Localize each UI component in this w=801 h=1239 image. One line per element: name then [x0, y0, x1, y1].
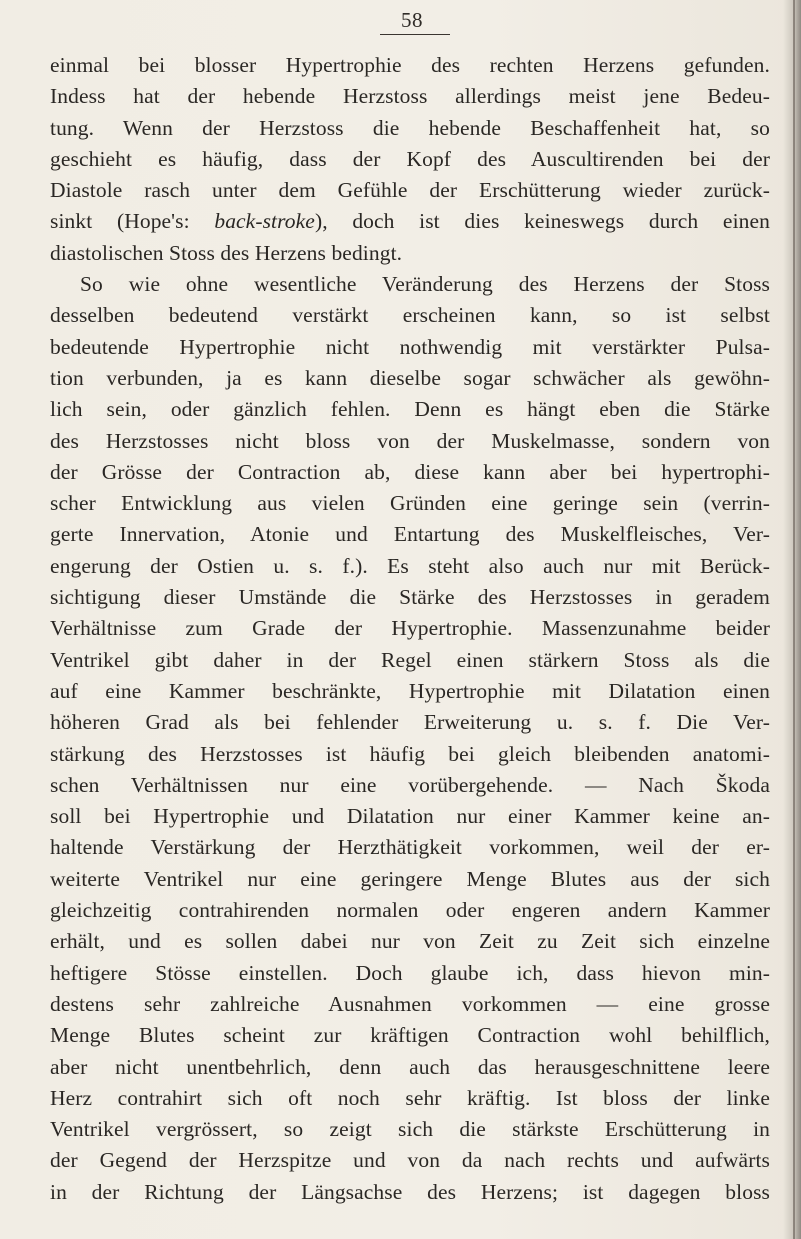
page-edge-line [793, 0, 795, 1239]
text-line: soll bei Hypertrophie und Dilatation nur einer Kammer keine an- [50, 804, 770, 829]
text-line: engerung der Ostien u. s. f.). Es steht also auch nur mit Berück- [50, 553, 770, 578]
text-line: bedeutende Hypertrophie nicht nothwendig mit verstärkter Pulsa- [50, 334, 770, 359]
text-line: gleichzeitig contrahirenden normalen oder engeren andern Kammer [50, 898, 770, 923]
page-number: 58 [401, 8, 423, 32]
text-line: schen Verhältnissen nur eine vorübergehende. — Nach Škoda [50, 772, 770, 797]
text-line: einmal bei blosser Hypertrophie des rechten Herzens gefunden. [50, 53, 770, 77]
text-line: Ventrikel gibt daher in der Regel einen stärkern Stoss als die [50, 647, 770, 672]
text-line: in der Richtung der Längsachse des Herzens; ist dagegen bloss [50, 1179, 770, 1204]
text-line: Herz contrahirt sich oft noch sehr kräftig. Ist bloss der linke [50, 1085, 770, 1110]
text-line: Menge Blutes scheint zur kräftigen Contraction wohl behilflich, [50, 1023, 770, 1048]
paragraph [50, 50, 770, 269]
text-line: höheren Grad als bei fehlender Erweiterung u. s. f. Die Ver- [50, 710, 770, 735]
text-line: destens sehr zahlreiche Ausnahmen vorkommen — eine grosse [50, 991, 770, 1016]
page-number-rule [380, 34, 450, 35]
text-line: sinkt (Hope's: back-stroke), doch ist dies keineswegs durch einen [50, 209, 770, 234]
text-line: der Grösse der Contraction ab, diese kann aber bei hypertrophi- [50, 459, 770, 484]
text-line: des Herzstosses nicht bloss von der Muskelmasse, sondern von [50, 428, 770, 453]
text-line: lich sein, oder gänzlich fehlen. Denn es hängt eben die Stärke [50, 397, 770, 422]
text-line: Verhältnisse zum Grade der Hypertrophie. Massenzunahme beider [50, 616, 770, 641]
text-line: sichtigung dieser Umstände die Stärke des Herzstosses in geradem [50, 585, 770, 610]
text-line: heftigere Stösse einstellen. Doch glaube ich, dass hievon min- [50, 960, 770, 985]
paragraph [50, 269, 770, 1208]
text-line: auf eine Kammer beschränkte, Hypertrophie mit Dilatation einen [50, 678, 770, 703]
text-line: der Gegend der Herzspitze und von da nach rechts und aufwärts [50, 1148, 770, 1173]
text-line: gerte Innervation, Atonie und Entartung des Muskelfleisches, Ver- [50, 522, 770, 547]
text-line: Indess hat der hebende Herzstoss allerdings meist jene Bedeu- [50, 84, 770, 109]
body-text [50, 50, 770, 1208]
text-line: Diastole rasch unter dem Gefühle der Erschütterung wieder zurück- [50, 178, 770, 203]
italic-term: back-stroke [214, 209, 315, 234]
text-line: tung. Wenn der Herzstoss die hebende Beschaffenheit hat, so [50, 115, 770, 140]
text-line: desselben bedeutend verstärkt erscheinen kann, so ist selbst [50, 303, 770, 328]
text-line: erhält, und es sollen dabei nur von Zeit zu Zeit sich einzelne [50, 929, 770, 954]
text-line: diastolischen Stoss des Herzens bedingt. [50, 240, 403, 265]
text-line: scher Entwicklung aus vielen Gründen eine geringe sein (verrin- [50, 491, 770, 516]
page-edge-shadow [783, 0, 801, 1239]
text-line: So wie ohne wesentliche Veränderung des Herzens der Stoss [80, 272, 770, 297]
text-line: weiterte Ventrikel nur eine geringere Menge Blutes aus der sich [50, 866, 770, 891]
text-line: geschieht es häufig, dass der Kopf des Auscultirenden bei der [50, 146, 770, 171]
text-line: haltende Verstärkung der Herzthätigkeit vorkommen, weil der er- [50, 835, 770, 860]
text-line: Ventrikel vergrössert, so zeigt sich die stärkste Erschütterung in [50, 1117, 770, 1142]
text-line: stärkung des Herzstosses ist häufig bei gleich bleibenden anatomi- [50, 741, 770, 766]
text-line: aber nicht unentbehrlich, denn auch das herausgeschnittene leere [50, 1054, 770, 1079]
text-line: tion verbunden, ja es kann dieselbe sogar schwächer als gewöhn- [50, 365, 770, 390]
